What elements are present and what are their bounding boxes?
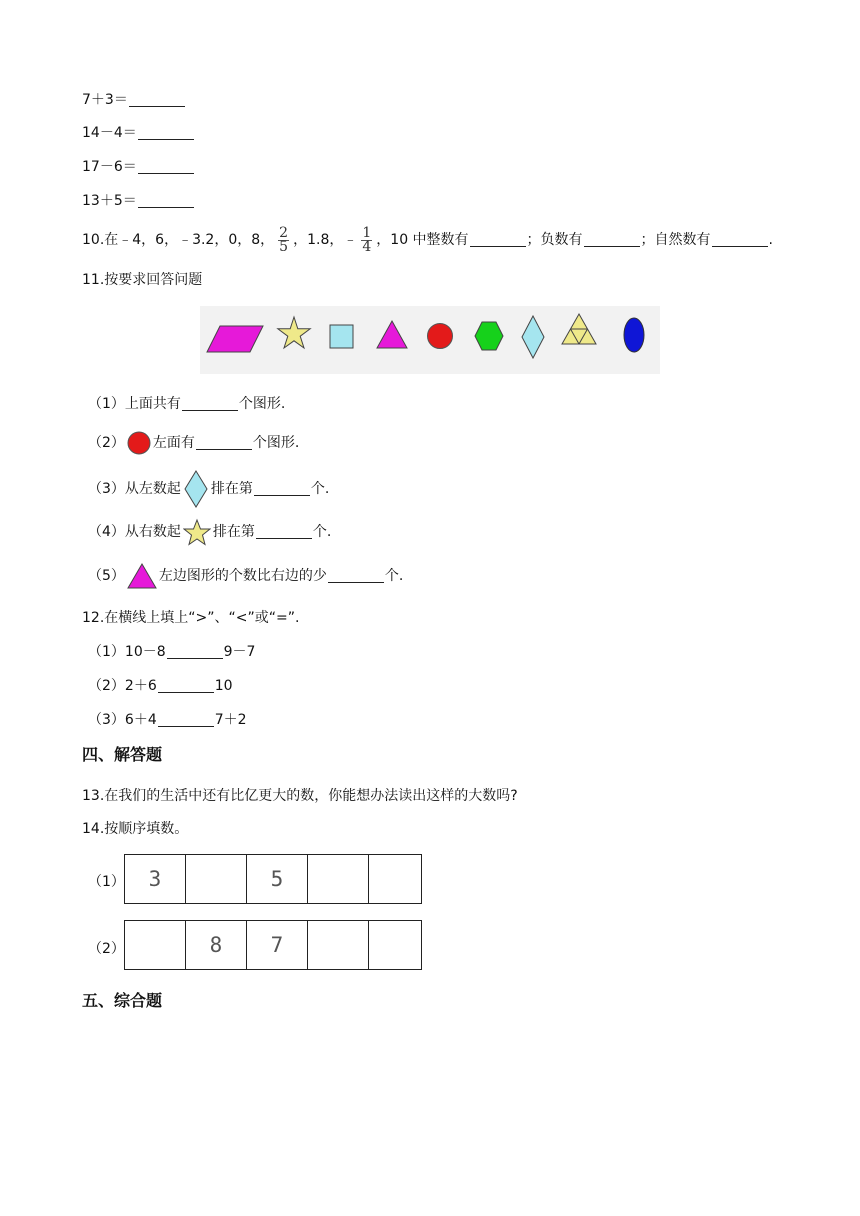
q11-p5-text-end: 个. (384, 568, 404, 584)
q11-part-4 (88, 518, 331, 546)
q12-p1-left: （1）10－8 (88, 644, 166, 660)
q12-title: 12.在横线上填上“>”、“<”或“=”. (82, 610, 300, 626)
q12-p3-left: （3）6＋4 (88, 712, 157, 728)
sequence-cell-empty[interactable] (369, 855, 421, 903)
arith-line-4 (82, 192, 195, 210)
q11-part-2 (88, 431, 299, 455)
q10-negatives-label: ；负数有 (526, 232, 583, 248)
sequence-cell: 7 (247, 921, 308, 969)
answer-blank[interactable] (138, 193, 194, 208)
question-13: 13.在我们的生活中还有比亿更大的数，你能想办法读出这样的大数吗? (82, 788, 518, 804)
answer-blank[interactable] (328, 568, 384, 583)
q12-p2-left: （2）2＋6 (88, 678, 157, 694)
q12-p2-right: 10 (214, 678, 233, 694)
answer-blank[interactable] (584, 232, 640, 247)
section-heading-5: 五、综合题 (82, 991, 163, 1010)
q11-part-5 (88, 562, 403, 590)
answer-blank[interactable] (712, 232, 768, 247)
sequence-cell: 5 (247, 855, 308, 903)
sequence-cell-empty[interactable] (125, 921, 186, 969)
answer-blank[interactable] (470, 232, 526, 247)
q11-p4-text-mid: 排在第 (212, 524, 255, 540)
question-10 (82, 223, 773, 257)
sequence-cell-empty[interactable] (369, 921, 421, 969)
sequence-cell-empty[interactable] (308, 921, 369, 969)
answer-blank[interactable] (158, 712, 214, 727)
q11-p4-text: （4）从右数起 (88, 524, 181, 540)
q14-title: 14.按顺序填数。 (82, 821, 189, 837)
arith-text: 14－4＝ (82, 125, 137, 141)
answer-blank[interactable] (129, 92, 185, 107)
arith-line-3 (82, 158, 195, 176)
circle-icon (428, 324, 453, 349)
q11-p2-label: （2） (88, 435, 125, 451)
diamond-icon (183, 470, 209, 508)
answer-blank[interactable] (138, 159, 194, 174)
fraction-denominator: 5 (279, 238, 289, 255)
q10-period: . (768, 232, 773, 248)
q12-part-2 (88, 677, 233, 695)
star-icon (183, 518, 211, 546)
q11-p2-text: 左面有 (152, 435, 195, 451)
sequence-cell: 3 (125, 855, 186, 903)
oval-icon (624, 318, 644, 352)
answer-blank[interactable] (182, 396, 238, 411)
answer-blank[interactable] (254, 481, 310, 496)
triangle-icon (127, 563, 157, 589)
q11-p5-text: 左边图形的个数比右边的少 (158, 568, 327, 584)
q11-part-1 (88, 395, 285, 413)
arith-line-2 (82, 124, 195, 142)
q10-mid: ，1.8，﹣ (293, 232, 358, 248)
q11-p5-label: （5） (88, 568, 125, 584)
arith-text: 17－6＝ (82, 159, 137, 175)
q11-p2-text-end: 个图形. (252, 435, 300, 451)
answer-blank[interactable] (196, 435, 252, 450)
q14-row-2-label: （2） (88, 941, 125, 957)
q11-part-3 (88, 470, 329, 508)
q12-p1-right: 9－7 (223, 644, 256, 660)
answer-blank[interactable] (138, 125, 194, 140)
answer-blank[interactable] (158, 678, 214, 693)
q10-integers-label: ，10 中整数有 (376, 232, 469, 248)
q10-prefix: 10.在﹣4，6，﹣3.2，0，8， (82, 232, 275, 248)
q10-naturals-label: ；自然数有 (640, 232, 711, 248)
shapes-strip (200, 306, 660, 374)
answer-blank[interactable] (256, 524, 312, 539)
q11-p3-text-end: 个. (310, 481, 330, 497)
q11-p1-text-end: 个图形. (238, 396, 286, 412)
arith-text: 13＋5＝ (82, 193, 137, 209)
q11-title: 11.按要求回答问题 (82, 272, 203, 288)
arith-text: 7＋3＝ (82, 92, 128, 108)
q14-row-1-label: （1） (88, 874, 125, 890)
q11-p3-text-mid: 排在第 (210, 481, 253, 497)
q12-p3-right: 7＋2 (214, 712, 247, 728)
q12-part-1 (88, 643, 255, 661)
q11-p3-text: （3）从左数起 (88, 481, 181, 497)
fraction-two-fifths (278, 224, 289, 255)
square-icon (330, 325, 353, 348)
sequence-row-2 (124, 920, 422, 970)
fraction-one-quarter (361, 224, 372, 255)
q12-part-3 (88, 711, 247, 729)
q11-p1-text: （1）上面共有 (88, 396, 181, 412)
sequence-cell-empty[interactable] (308, 855, 369, 903)
fraction-denominator: 4 (362, 238, 372, 255)
sequence-cell-empty[interactable] (186, 855, 247, 903)
sequence-row-1 (124, 854, 422, 904)
section-heading-4: 四、解答题 (82, 745, 163, 764)
fraction-numerator: 1 (362, 224, 372, 241)
fraction-numerator: 2 (279, 224, 289, 241)
sequence-cell: 8 (186, 921, 247, 969)
arith-line-1 (82, 91, 186, 109)
circle-icon (127, 431, 151, 455)
q11-p4-text-end: 个. (312, 524, 332, 540)
answer-blank[interactable] (167, 644, 223, 659)
